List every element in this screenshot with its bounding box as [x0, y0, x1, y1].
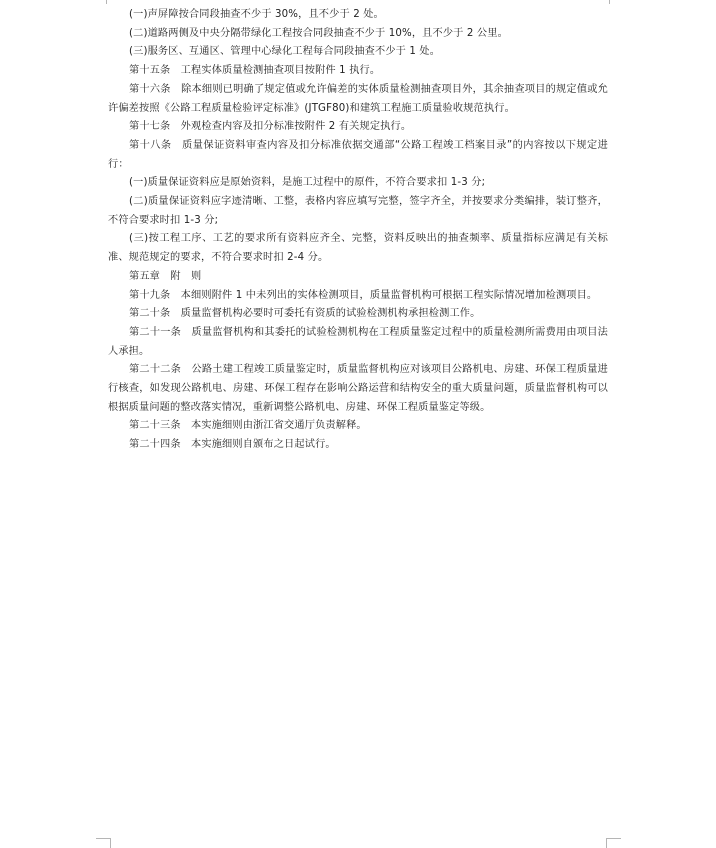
article-18-item-1: (一)质量保证资料应是原始资料，是施工过程中的原件，不符合要求扣 1-3 分; [129, 177, 486, 189]
article-15: 第十五条 工程实体质量检测抽查项目按附件 1 执行。 [129, 65, 381, 77]
crop-mark-top-left [96, 0, 107, 4]
article-21: 第二十一条 质量监督机构和其委托的试验检测机构在工程质量鉴定过程中的质量检测所需费用由项目法人承担。 [108, 326, 608, 357]
paragraph-roadside-greening: (二)道路两侧及中央分隔带绿化工程按合同段抽查不少于 10%，且不少于 2 公里。 [129, 27, 508, 39]
paragraph-sound-barrier: (一)声屏障按合同段抽查不少于 30%，且不少于 2 处。 [129, 9, 384, 20]
article-22: 第二十二条 公路土建工程竣工质量鉴定时，质量监督机构应对该项目公路机电、房建、环保工程质量进行核查，如发现公路机电、房建、环保工程存在影响公路运营和结构安全的重大质量问题，质量监督机构可以根据质量问题的整改落实情况，重新调整公路机电、房建、环保工程质量鉴定等级。 [108, 364, 608, 413]
chapter-heading: 第五章 附 则 [129, 270, 202, 282]
document-body [108, 6, 608, 455]
article-17: 第十七条 外观检查内容及扣分标准按附件 2 有关规定执行。 [129, 121, 412, 133]
article-16: 第十六条 除本细则已明确了规定值或允许偏差的实体质量检测抽查项目外，其余抽查项目的规定值或允许偏差按照《公路工程质量检验评定标准》(JTGF80)和建筑工程施工质量验收规范执行。 [108, 83, 608, 114]
crop-mark-top-right [609, 0, 620, 4]
article-24: 第二十四条 本实施细则自颁布之日起试行。 [129, 439, 336, 451]
article-19: 第十九条 本细则附件 1 中未列出的实体检测项目，质量监督机构可根据工程实际情况增加检测项目。 [129, 289, 598, 301]
article-18-item-3: (三)按工程工序、工艺的要求所有资料应齐全、完整，资料反映出的抽查频率、质量指标应满足有关标准、规范规定的要求，不符合要求时扣 2-4 分。 [108, 233, 608, 264]
article-23: 第二十三条 本实施细则由浙江省交通厅负责解释。 [129, 420, 367, 432]
article-20: 第二十条 质量监督机构必要时可委托有资质的试验检测机构承担检测工作。 [129, 308, 481, 320]
article-18: 第十八条 质量保证资料审查内容及扣分标准依据交通部“公路工程竣工档案目录”的内容按以下规定进行： [108, 139, 608, 170]
article-18-item-2: (二)质量保证资料应字迹清晰、工整，表格内容应填写完整，签字齐全，并按要求分类编排，装订整齐，不符合要求时扣 1-3 分; [108, 196, 608, 226]
crop-mark-bottom-left [96, 838, 111, 848]
paragraph-service-area-greening: (三)服务区、互通区、管理中心绿化工程每合同段抽查不少于 1 处。 [129, 46, 441, 58]
crop-mark-bottom-right [606, 838, 621, 848]
